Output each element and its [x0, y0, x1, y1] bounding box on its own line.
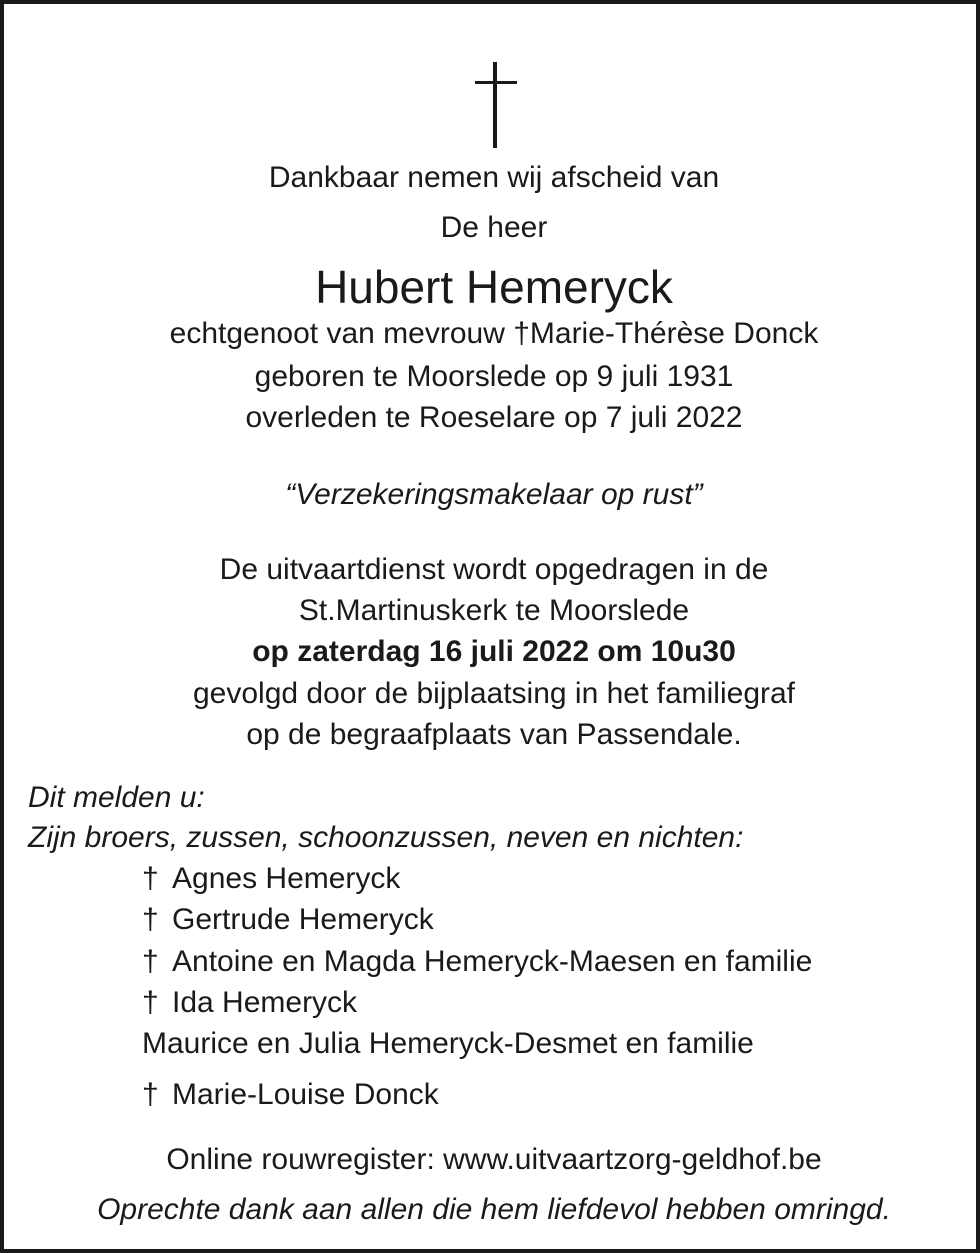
- online-register: Online rouwregister: www.uitvaartzorg-geldhof.be: [166, 1143, 822, 1176]
- dagger-icon: †: [142, 1078, 159, 1111]
- family-member: Maurice en Julia Hemeryck-Desmet en familie: [142, 1027, 754, 1060]
- death-line: overleden te Roeselare op 7 juli 2022: [245, 401, 743, 434]
- salutation: De heer: [440, 211, 548, 244]
- service-line-3: gevolgd door de bijplaatsing in het familiegraf: [192, 677, 796, 710]
- family-intro: Dit melden u:: [28, 781, 205, 814]
- family-member: † Ida Hemeryck: [142, 986, 358, 1019]
- cross-icon: [475, 62, 517, 148]
- spouse-line: echtgenoot van mevrouw †Marie-Thérèse Donck: [169, 317, 819, 350]
- dagger-icon: †: [142, 986, 159, 1019]
- birth-line: geboren te Moorslede op 9 juli 1931: [254, 360, 734, 393]
- thanks-line: Oprechte dank aan allen die hem liefdevol hebben omringd.: [97, 1193, 891, 1226]
- occupation: “Verzekeringsmakelaar op rust”: [285, 478, 703, 511]
- family-member: † Marie-Louise Donck: [142, 1078, 439, 1111]
- service-line-1: De uitvaartdienst wordt opgedragen in de: [219, 553, 769, 586]
- service-line-2: St.Martinuskerk te Moorslede: [298, 594, 690, 627]
- deceased-name: Hubert Hemeryck: [315, 261, 673, 313]
- family-heading: Zijn broers, zussen, schoonzussen, neven en nichten:: [28, 821, 744, 854]
- service-line-4: op de begraafplaats van Passendale.: [246, 718, 742, 751]
- dagger-icon: †: [142, 903, 159, 936]
- family-member: † Gertrude Hemeryck: [142, 903, 434, 936]
- dagger-icon: †: [142, 862, 159, 895]
- intro-text: Dankbaar nemen wij afscheid van: [268, 161, 720, 194]
- family-member: † Agnes Hemeryck: [142, 862, 401, 895]
- service-date: op zaterdag 16 juli 2022 om 10u30: [252, 635, 736, 668]
- family-member: † Antoine en Magda Hemeryck-Maesen en familie: [142, 945, 813, 978]
- dagger-icon: †: [142, 945, 159, 978]
